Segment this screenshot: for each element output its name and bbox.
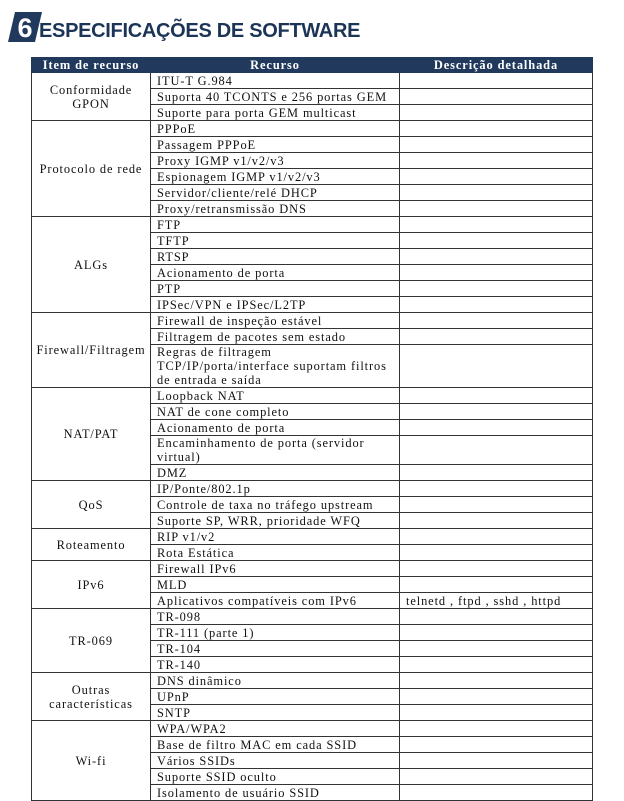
table-row	[32, 121, 593, 137]
page-title: ESPECIFICAÇÕES DE SOFTWARE	[39, 20, 361, 42]
feature-cell: Regras de filtragem TCP/IP/porta/interface suportam filtros de entrada e saída	[151, 345, 400, 388]
detail-cell	[400, 641, 593, 657]
table-row	[32, 673, 593, 689]
detail-cell	[400, 689, 593, 705]
table-row	[32, 561, 593, 577]
detail-cell	[400, 249, 593, 265]
feature-cell: Rota Estática	[151, 545, 400, 561]
table-header-row	[32, 58, 593, 73]
feature-cell: Passagem PPPoE	[151, 137, 400, 153]
feature-cell: Suporte SSID oculto	[151, 769, 400, 785]
detail-cell	[400, 345, 593, 388]
detail-cell	[400, 217, 593, 233]
detail-cell	[400, 137, 593, 153]
feature-cell: Proxy IGMP v1/v2/v3	[151, 153, 400, 169]
section-number-badge	[8, 12, 42, 42]
table-row	[32, 73, 593, 89]
feature-cell: Proxy/retransmissão DNS	[151, 201, 400, 217]
feature-cell: Filtragem de pacotes sem estado	[151, 329, 400, 345]
feature-cell: FTP	[151, 217, 400, 233]
column-header-item: Item de recurso	[32, 58, 151, 73]
detail-cell	[400, 545, 593, 561]
feature-cell: Aplicativos compatíveis com IPv6	[151, 593, 400, 609]
detail-cell	[400, 89, 593, 105]
category-cell: NAT/PAT	[32, 388, 151, 481]
detail-cell	[400, 705, 593, 721]
table-row	[32, 217, 593, 233]
table-row	[32, 388, 593, 404]
detail-cell	[400, 420, 593, 436]
category-cell: Outras características	[32, 673, 151, 721]
feature-cell: Acionamento de porta	[151, 265, 400, 281]
feature-cell: MLD	[151, 577, 400, 593]
category-cell: Wi-fi	[32, 721, 151, 801]
detail-cell	[400, 297, 593, 313]
feature-cell: TFTP	[151, 233, 400, 249]
detail-cell	[400, 577, 593, 593]
detail-cell	[400, 497, 593, 513]
category-cell: IPv6	[32, 561, 151, 609]
feature-cell: PPPoE	[151, 121, 400, 137]
feature-cell: Suporte para porta GEM multicast	[151, 105, 400, 121]
feature-cell: Isolamento de usuário SSID	[151, 785, 400, 801]
feature-cell: SNTP	[151, 705, 400, 721]
feature-cell: RTSP	[151, 249, 400, 265]
category-cell: Firewall/Filtragem	[32, 313, 151, 388]
detail-cell	[400, 769, 593, 785]
detail-cell	[400, 265, 593, 281]
detail-cell	[400, 313, 593, 329]
column-header-feature: Recurso	[151, 58, 400, 73]
feature-cell: ITU-T G.984	[151, 73, 400, 89]
detail-cell	[400, 233, 593, 249]
detail-cell	[400, 121, 593, 137]
category-cell: TR-069	[32, 609, 151, 673]
detail-cell: telnetd , ftpd , sshd , httpd	[400, 593, 593, 609]
table-row	[32, 529, 593, 545]
detail-cell	[400, 609, 593, 625]
feature-cell: PTP	[151, 281, 400, 297]
feature-cell: Encaminhamento de porta (servidor virtual)	[151, 436, 400, 465]
table-body	[32, 73, 593, 801]
detail-cell	[400, 513, 593, 529]
category-cell: Conformidade GPON	[32, 73, 151, 121]
feature-cell: TR-111 (parte 1)	[151, 625, 400, 641]
feature-cell: UPnP	[151, 689, 400, 705]
feature-cell: Acionamento de porta	[151, 420, 400, 436]
feature-cell: Suporte SP, WRR, prioridade WFQ	[151, 513, 400, 529]
table-row	[32, 481, 593, 497]
feature-cell: Base de filtro MAC em cada SSID	[151, 737, 400, 753]
category-cell: ALGs	[32, 217, 151, 313]
detail-cell	[400, 561, 593, 577]
detail-cell	[400, 657, 593, 673]
feature-cell: Vários SSIDs	[151, 753, 400, 769]
detail-cell	[400, 73, 593, 89]
table-row	[32, 721, 593, 737]
detail-cell	[400, 105, 593, 121]
detail-cell	[400, 185, 593, 201]
spec-table	[31, 57, 593, 801]
feature-cell: Firewall de inspeção estável	[151, 313, 400, 329]
detail-cell	[400, 753, 593, 769]
feature-cell: Suporta 40 TCONTS e 256 portas GEM	[151, 89, 400, 105]
detail-cell	[400, 673, 593, 689]
feature-cell: NAT de cone completo	[151, 404, 400, 420]
detail-cell	[400, 721, 593, 737]
feature-cell: RIP v1/v2	[151, 529, 400, 545]
feature-cell: Controle de taxa no tráfego upstream	[151, 497, 400, 513]
feature-cell: IPSec/VPN e IPSec/L2TP	[151, 297, 400, 313]
feature-cell: DNS dinâmico	[151, 673, 400, 689]
feature-cell: TR-104	[151, 641, 400, 657]
detail-cell	[400, 785, 593, 801]
feature-cell: Espionagem IGMP v1/v2/v3	[151, 169, 400, 185]
detail-cell	[400, 404, 593, 420]
feature-cell: Servidor/cliente/relé DHCP	[151, 185, 400, 201]
detail-cell	[400, 169, 593, 185]
detail-cell	[400, 465, 593, 481]
feature-cell: DMZ	[151, 465, 400, 481]
feature-cell: TR-140	[151, 657, 400, 673]
detail-cell	[400, 201, 593, 217]
detail-cell	[400, 481, 593, 497]
detail-cell	[400, 529, 593, 545]
detail-cell	[400, 329, 593, 345]
feature-cell: Loopback NAT	[151, 388, 400, 404]
column-header-detail: Descrição detalhada	[400, 58, 593, 73]
table-row	[32, 313, 593, 329]
detail-cell	[400, 436, 593, 465]
category-cell: Roteamento	[32, 529, 151, 561]
table-row	[32, 609, 593, 625]
feature-cell: IP/Ponte/802.1p	[151, 481, 400, 497]
category-cell: Protocolo de rede	[32, 121, 151, 217]
detail-cell	[400, 625, 593, 641]
feature-cell: TR-098	[151, 609, 400, 625]
detail-cell	[400, 388, 593, 404]
category-cell: QoS	[32, 481, 151, 529]
feature-cell: WPA/WPA2	[151, 721, 400, 737]
detail-cell	[400, 281, 593, 297]
detail-cell	[400, 153, 593, 169]
detail-cell	[400, 737, 593, 753]
feature-cell: Firewall IPv6	[151, 561, 400, 577]
section-number: 6	[17, 13, 33, 42]
